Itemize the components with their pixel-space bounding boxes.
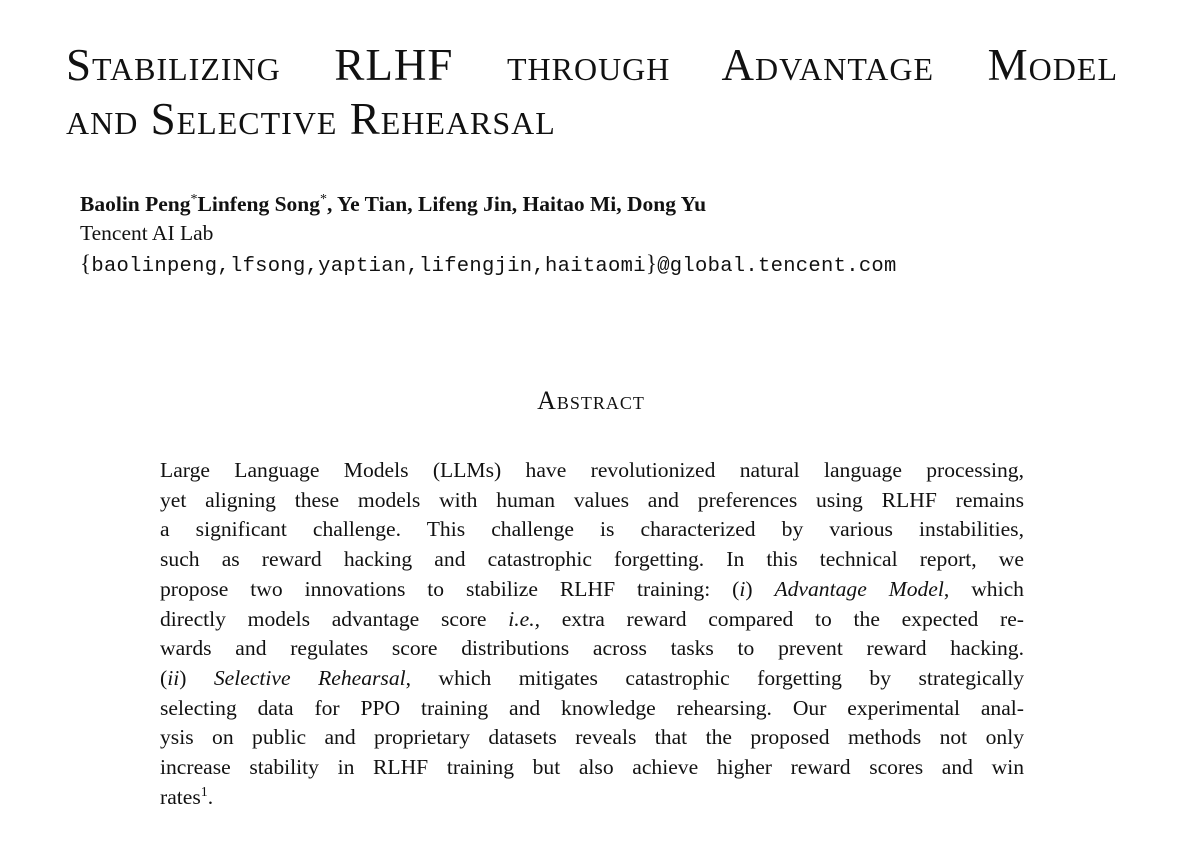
abstract-text: , which [943,576,1024,601]
email-domain: @global.tencent.com [657,255,897,278]
abstract-text: selecting data for PPO training and knowledge rehearsing. Our experimental anal- [160,695,1024,720]
brace-open: { [80,251,92,276]
abstract-text: Large Language Models (LLMs) have revolutionized natural language processing, [160,458,1024,482]
author-list [80,192,706,217]
abstract-line [160,456,1024,484]
abstract-line [160,486,1024,514]
italic-text: Selective Rehearsal [213,665,406,690]
abstract-text: wards and regulates score distributions across tasks to prevent reward hacking. [160,636,1024,661]
abstract-body [160,456,1024,816]
author-name: Linfeng Song [197,192,320,216]
italic-text: ii [167,665,180,690]
email-users: baolinpeng,lfsong,yaptian,lifengjin,haitaomi [91,255,646,278]
abstract-heading: Abstract [537,386,645,415]
paper-title-line-1: Stabilizing RLHF through Advantage Model [66,40,1118,90]
abstract-line [160,575,1024,603]
italic-text: Advantage Model [774,576,944,601]
abstract-text: yet aligning these models with human values and preferences using RLHF remains [160,487,1024,512]
italic-text: i.e., [508,606,540,631]
affiliation: Tencent AI Lab [80,221,214,245]
abstract-line [160,634,1024,662]
abstract-text: ( [160,665,168,690]
abstract-text: ) [745,576,775,601]
abstract-line [160,723,1024,751]
abstract-text: , which mitigates catastrophic forgetting by strategically [405,665,1024,690]
abstract-line [160,545,1024,573]
abstract-line [160,515,1024,543]
other-authors: , Ye Tian, Lifeng Jin, Haitao Mi, Dong Yu [327,192,707,216]
abstract-line [160,694,1024,722]
abstract-text: such as reward hacking and catastrophic forgetting. In this technical report, we [160,547,1024,572]
equal-contribution-mark: * [190,191,198,207]
abstract-line [160,783,1024,811]
abstract-text: extra reward compared to the expected re- [540,606,1024,631]
brace-close: } [645,251,658,276]
author-name: Baolin Peng [80,192,191,216]
footnote-marker[interactable]: 1 [200,784,208,800]
abstract-line [160,664,1024,692]
abstract-line [160,753,1024,781]
italic-text: i [739,576,746,601]
abstract-text: increase stability in RLHF training but also achieve higher reward scores and win [160,755,1024,779]
author-emails [80,251,897,278]
abstract-text: propose two innovations to stabilize RLHF training: ( [160,576,740,601]
paper-title-line-2: and Selective Rehearsal [66,94,556,144]
abstract-line [160,605,1024,633]
abstract-text: ysis on public and proprietary datasets reveals that the proposed methods not only [160,725,1024,750]
equal-contribution-mark: * [320,191,327,207]
abstract-text: . [207,784,214,809]
abstract-text: rates [160,784,201,809]
abstract-text: directly models advantage score [160,606,509,631]
abstract-text: ) [179,665,214,690]
abstract-text: a significant challenge. This challenge is characterized by various instabilities, [160,517,1024,542]
